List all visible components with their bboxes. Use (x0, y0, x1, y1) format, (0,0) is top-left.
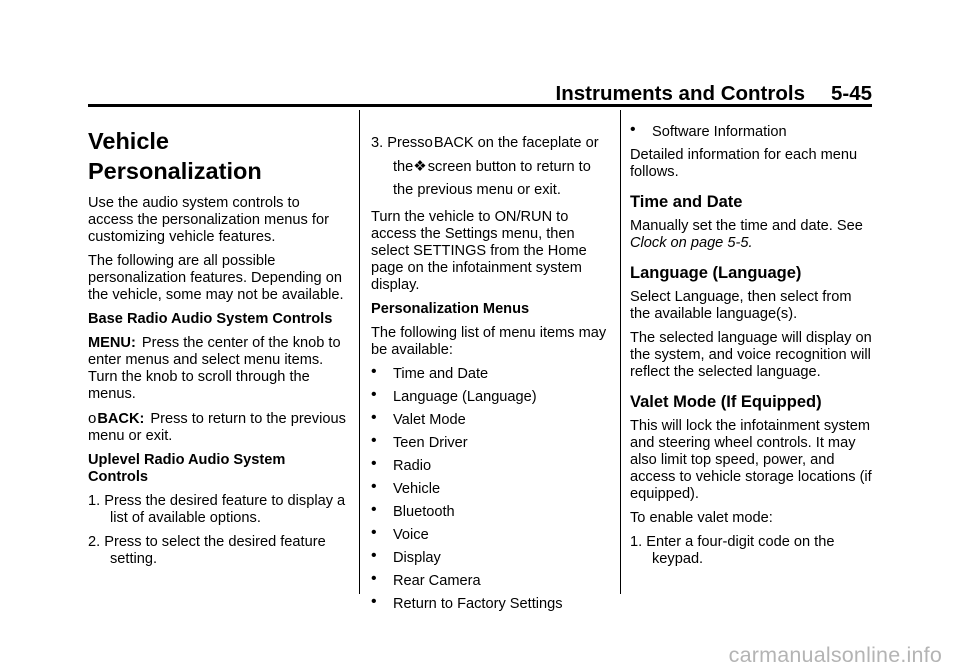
list-item: 3. PressoBACK on the faceplate or the❖screen button to return to the previous menu or exit. (371, 134, 599, 198)
enable-valet-paragraph: To enable valet mode: (630, 510, 773, 526)
list-item: • Display (371, 547, 441, 566)
list-item: • Radio (371, 455, 432, 474)
time-date-paragraph: Manually set the time and date. See Clock on page 5-5. (630, 218, 863, 251)
back-icon: o (424, 134, 433, 151)
list-item: 1. Enter a four-digit code on the keypad. (630, 534, 835, 567)
list-item: 2. Press to select the desired feature setting. (88, 534, 326, 567)
list-item: • Voice (371, 524, 429, 543)
column-3 (630, 110, 874, 575)
valet-mode-heading: Valet Mode (If Equipped) (630, 393, 822, 411)
list-item: • Return to Factory Settings (371, 593, 563, 612)
column-1 (88, 110, 348, 575)
clock-page-reference: Clock on page 5-5. (630, 235, 753, 251)
language-paragraph-1: Select Language, then select from the available language(s). (630, 289, 852, 322)
list-item: • Valet Mode (371, 409, 466, 428)
uplevel-radio-heading: Uplevel Radio Audio System Controls (88, 452, 286, 485)
valet-paragraph: This will lock the infotainment system and steering wheel controls. It may also limit top speed, power, and access to vehicle storage locations (if equipped). (630, 418, 872, 502)
intro-paragraph: Use the audio system controls to access the personalization menus for customizing vehicle features. (88, 195, 329, 245)
page-header (88, 84, 872, 105)
section-title: Instruments and Controls (555, 82, 805, 105)
back-icon: o (88, 410, 97, 427)
column-2 (371, 110, 611, 619)
turn-paragraph: Turn the vehicle to ON/RUN to access the Settings menu, then select SETTINGS from the Home page on the infotainment system display. (371, 209, 587, 293)
page-title: Vehicle Personalization (88, 128, 262, 184)
time-date-heading: Time and Date (630, 193, 743, 211)
menu-item-list (371, 363, 611, 613)
back-paragraph: oBACK: Press to return to the previous menu or exit. (88, 410, 346, 444)
list-item: • Software Information (630, 121, 787, 140)
column-divider (359, 110, 360, 594)
watermark: carmanualsonline.info (728, 643, 942, 667)
list-item: • Teen Driver (371, 432, 468, 451)
menu-paragraph: MENU: Press the center of the knob to enter menus and select menu items. Turn the knob to scroll through the menus. (88, 335, 341, 402)
menus-intro: The following list of menu items may be available: (371, 325, 607, 358)
list-item: • Rear Camera (371, 570, 481, 589)
language-paragraph-2: The selected language will display on the system, and voice recognition will reflect the selected language. (630, 330, 872, 380)
header-rule (88, 104, 872, 107)
list-item: • Language (Language) (371, 386, 537, 405)
personalization-menus-heading: Personalization Menus (371, 301, 530, 317)
base-radio-heading: Base Radio Audio System Controls (88, 311, 333, 327)
list-item: • Bluetooth (371, 501, 455, 520)
list-item: • Vehicle (371, 478, 441, 497)
list-item: • Time and Date (371, 363, 489, 382)
column-divider (620, 110, 621, 594)
possible-paragraph: The following are all possible personalization features. Depending on the vehicle, some may not be available. (88, 253, 344, 303)
detailed-paragraph: Detailed information for each menu follows. (630, 147, 858, 180)
page-number: 5-45 (830, 82, 872, 105)
language-heading: Language (Language) (630, 264, 802, 282)
list-item: 1. Press the desired feature to display a list of available options. (88, 493, 346, 526)
back-arrow-icon: ❖ (413, 158, 427, 175)
